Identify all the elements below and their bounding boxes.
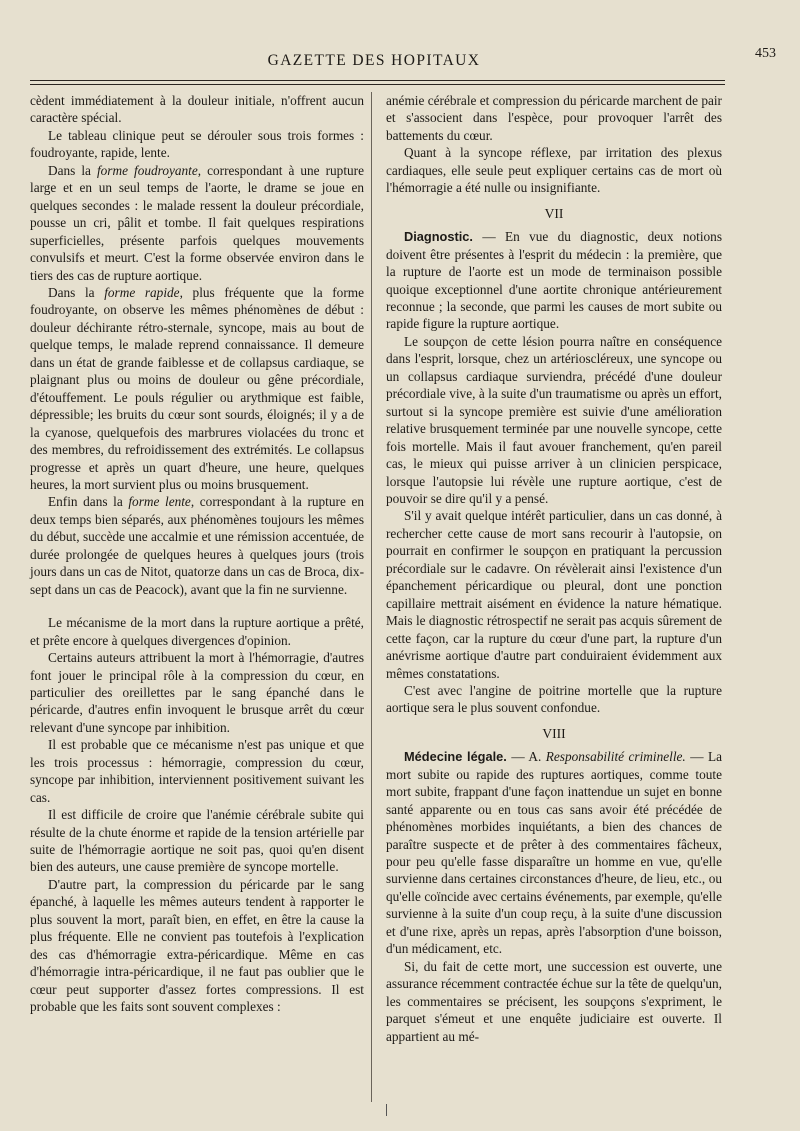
section-lead: Médecine légale. (404, 749, 507, 765)
paragraph: cèdent immédiatement à la douleur initiale, n'offrent aucun caractère spécial. (30, 93, 364, 126)
header-rule (30, 80, 725, 81)
paragraph: Diagnostic. — En vue du diagnostic, deux notions doivent être présentes à l'esprit du médecin : la première, que la rupture de l'aorte est un mode de terminaison possible quoique exceptionnel d'une aortite chronique antérieurement reconnue ; la seconde, que parmi les causes de mort subite ou rapide figure la rupture aortique. (386, 229, 722, 332)
paragraph: Dans la forme foudroyante, correspondant à une rupture large et en un seul temps de l'aorte, le drame se joue en quelques secondes : le malade ressent la douleur précordiale, pousse un cri, pâlit et tombe. Il fait quelques respirations superficielles, présente parfois quelques mouvements convulsifs et meurt. C'est la forme observée environ dans le tiers des cas de rupture aortique. (30, 162, 364, 283)
page-number: 453 (755, 46, 776, 61)
paragraph: Le mécanisme de la mort dans la rupture aortique a prêté, et prête encore à quelques divergences d'opinion. (30, 615, 364, 648)
paragraph: Enfin dans la forme lente, correspondant à la rupture en deux temps bien séparés, aux phénomènes toujours les mêmes du début, succède une accalmie et une rémission accentuée, de durée prolongée de quelques heures à quelques jours (trois jours dans un cas de Nitot, quatorze dans un cas de Broca, dix-sept dans un cas de Peacock), avant que la fin ne survienne. (30, 494, 365, 597)
column-end-mark (386, 1104, 391, 1116)
paragraph: Certains auteurs attribuent la mort à l'hémorragie, d'autres font jouer le principal rôle à la compression du cœur, en particulier des oreillettes par le sang épanché dans le péricarde, d'autres enfin invoquent le brusque arrêt du cœur relevant d'une syncope par inhibition. (30, 650, 364, 735)
header-rule-thin (30, 84, 725, 85)
paragraph: C'est avec l'angine de poitrine mortelle que la rupture aortique sera le plus souvent confondue. (386, 682, 722, 716)
paragraph: Il est difficile de croire que l'anémie cérébrale subite qui résulte de la chute énorme et rapide de la tension artérielle par suite de l'hémorragie aortique ne soit pas, quoi qu'en disent bien des auteurs, une cause première de syncope mortelle. (30, 807, 364, 875)
paragraph: D'autre part, la compression du péricarde par le sang épanché, à laquelle les mêmes auteurs tendent à rapporter le plus souvent la mort, paraît bien, en effet, en être la cause la plus fréquente. Elle ne convient pas toutefois à l'explication des cas d'hémorragie extra-péricardique. Même en cas d'hémorragie intra-péricardique, il ne faut pas oublier que le cœur peut supporter d'assez fortes compressions. Il est probable que les faits sont souvent complexes : (30, 876, 364, 1015)
emphasis: Responsabilité criminelle. (545, 749, 686, 765)
section-number: VII (544, 205, 564, 221)
paragraph: Dans la forme rapide, plus fréquente que la forme foudroyante, on observe les mêmes phénomènes de début : douleur déchirante rétro-sternale, syncope, mais au bout de quelque temps, le malade reprend connaissance. Il demeure dans un état de grande faiblesse et de collapsus cardiaque, se plaignant plus ou moins de douleur ou gêne précordiale, d'étouffement. Le pouls régulier ou arythmique est faible, dépressible; les bruits du cœur sont sourds, éloignés; il y a de la cyanose, quelquefois des marbrures violacées du tronc et des membres, du refroidissement des extrémités. Le collapsus progresse et après un quart d'heure, une heure, quelques heures, la mort survient plus ou moins brusquement. (30, 284, 364, 492)
emphasis: forme foudroyante (96, 162, 198, 178)
paragraph: Le soupçon de cette lésion pourra naître en conséquence dans l'esprit, lorsque, chez un artérioscléreux, une syncope ou un collapsus cardiaque surviendra, précédé d'une douleur précordiale vive, à la suite d'un traumatisme ou après un effort, surtout si la syncope première est suivie d'une amélioration relative brusquement terminée par une nouvelle syncope, cette fois mortelle. Mais il faut avouer franchement, qu'en pareil cas, le mieux qui puisse arriver à un clinicien perspicace, lorsque l'autopsie lui révèle une rupture aortique, c'est de pouvoir se dire qu'il y a pensé. (386, 333, 722, 506)
paragraph: Il est probable que ce mécanisme n'est pas unique et que les trois processus : hémorragie, compression du cœur, syncope par inhibition, interviennent positivement suivant les cas. (30, 737, 364, 805)
right-column (386, 92, 722, 1045)
column-divider (371, 92, 372, 1102)
journal-title: GAZETTE DES HOPITAUX (267, 52, 481, 69)
paragraph: Si, du fait de cette mort, une succession est ouverte, une assurance récemment contractée échue sur la tête de quelqu'un, les commentaires se précisent, les soupçons s'expriment, le parquet s'émeut et une enquête judiciaire est ouverte. Il appartient au mé- (386, 958, 722, 1044)
page-header (24, 44, 776, 74)
paragraph: Quant à la syncope réflexe, par irritation des plexus cardiaques, elle seule peut expliquer certains cas de mort où l'hémorragie a été nulle ou insignifiante. (386, 145, 722, 196)
section-lead: Diagnostic. (404, 229, 473, 245)
paragraph: anémie cérébrale et compression du péricarde marchent de pair et s'associent dans l'espèce, pour provoquer l'arrêt des battements du cœur. (386, 93, 722, 143)
paragraph: Le tableau clinique peut se dérouler sous trois formes : foudroyante, rapide, lente. (30, 127, 364, 161)
emphasis: forme rapide (104, 284, 180, 300)
paragraph: S'il y avait quelque intérêt particulier, dans un cas donné, à rechercher cette cause de mort sans recourir à l'autopsie, on pourrait en confirmer le soupçon en pratiquant la percussion précordiale sur le cadavre. On révèlerait ainsi l'existence d'un épanchement péricardique ou pleural, dont une ponction capillaire mettrait aisément en évidence la nature hématique. Mais le diagnostic rétrospectif ne serait pas acquis sûrement de cette façon, car la rupture du cœur d'une part, la rupture d'un anévrisme aortique d'autre part conduiraient évidemment aux mêmes constatations. (386, 508, 722, 681)
paragraph: Médecine légale. — A. Responsabilité criminelle. — La mort subite ou rapide des ruptures aortiques, comme toute mort subite, frappant d'une façon inattendue un sujet en bonne santé apparente ou en tous cas sans avoir été précédée de phénomènes morbides inquiétants, a bien des chances de paraître suspecte et de prêter à des commentaires fâcheux, pour peu qu'elle fasse disparaître un homme en vue, qu'elle survienne dans certaines circonstances d'heure, de lieu, etc., ou qu'elle coïncide avec certains événements, par exemple, qu'elle survienne à la suite d'un coup reçu, à la suite d'une discussion et d'une rixe, après un repas, après l'absorption d'une boisson, d'un médicament, etc. (386, 749, 722, 957)
section-number: VIII (542, 725, 566, 741)
left-column (30, 92, 364, 1016)
emphasis: forme lente (128, 494, 191, 510)
